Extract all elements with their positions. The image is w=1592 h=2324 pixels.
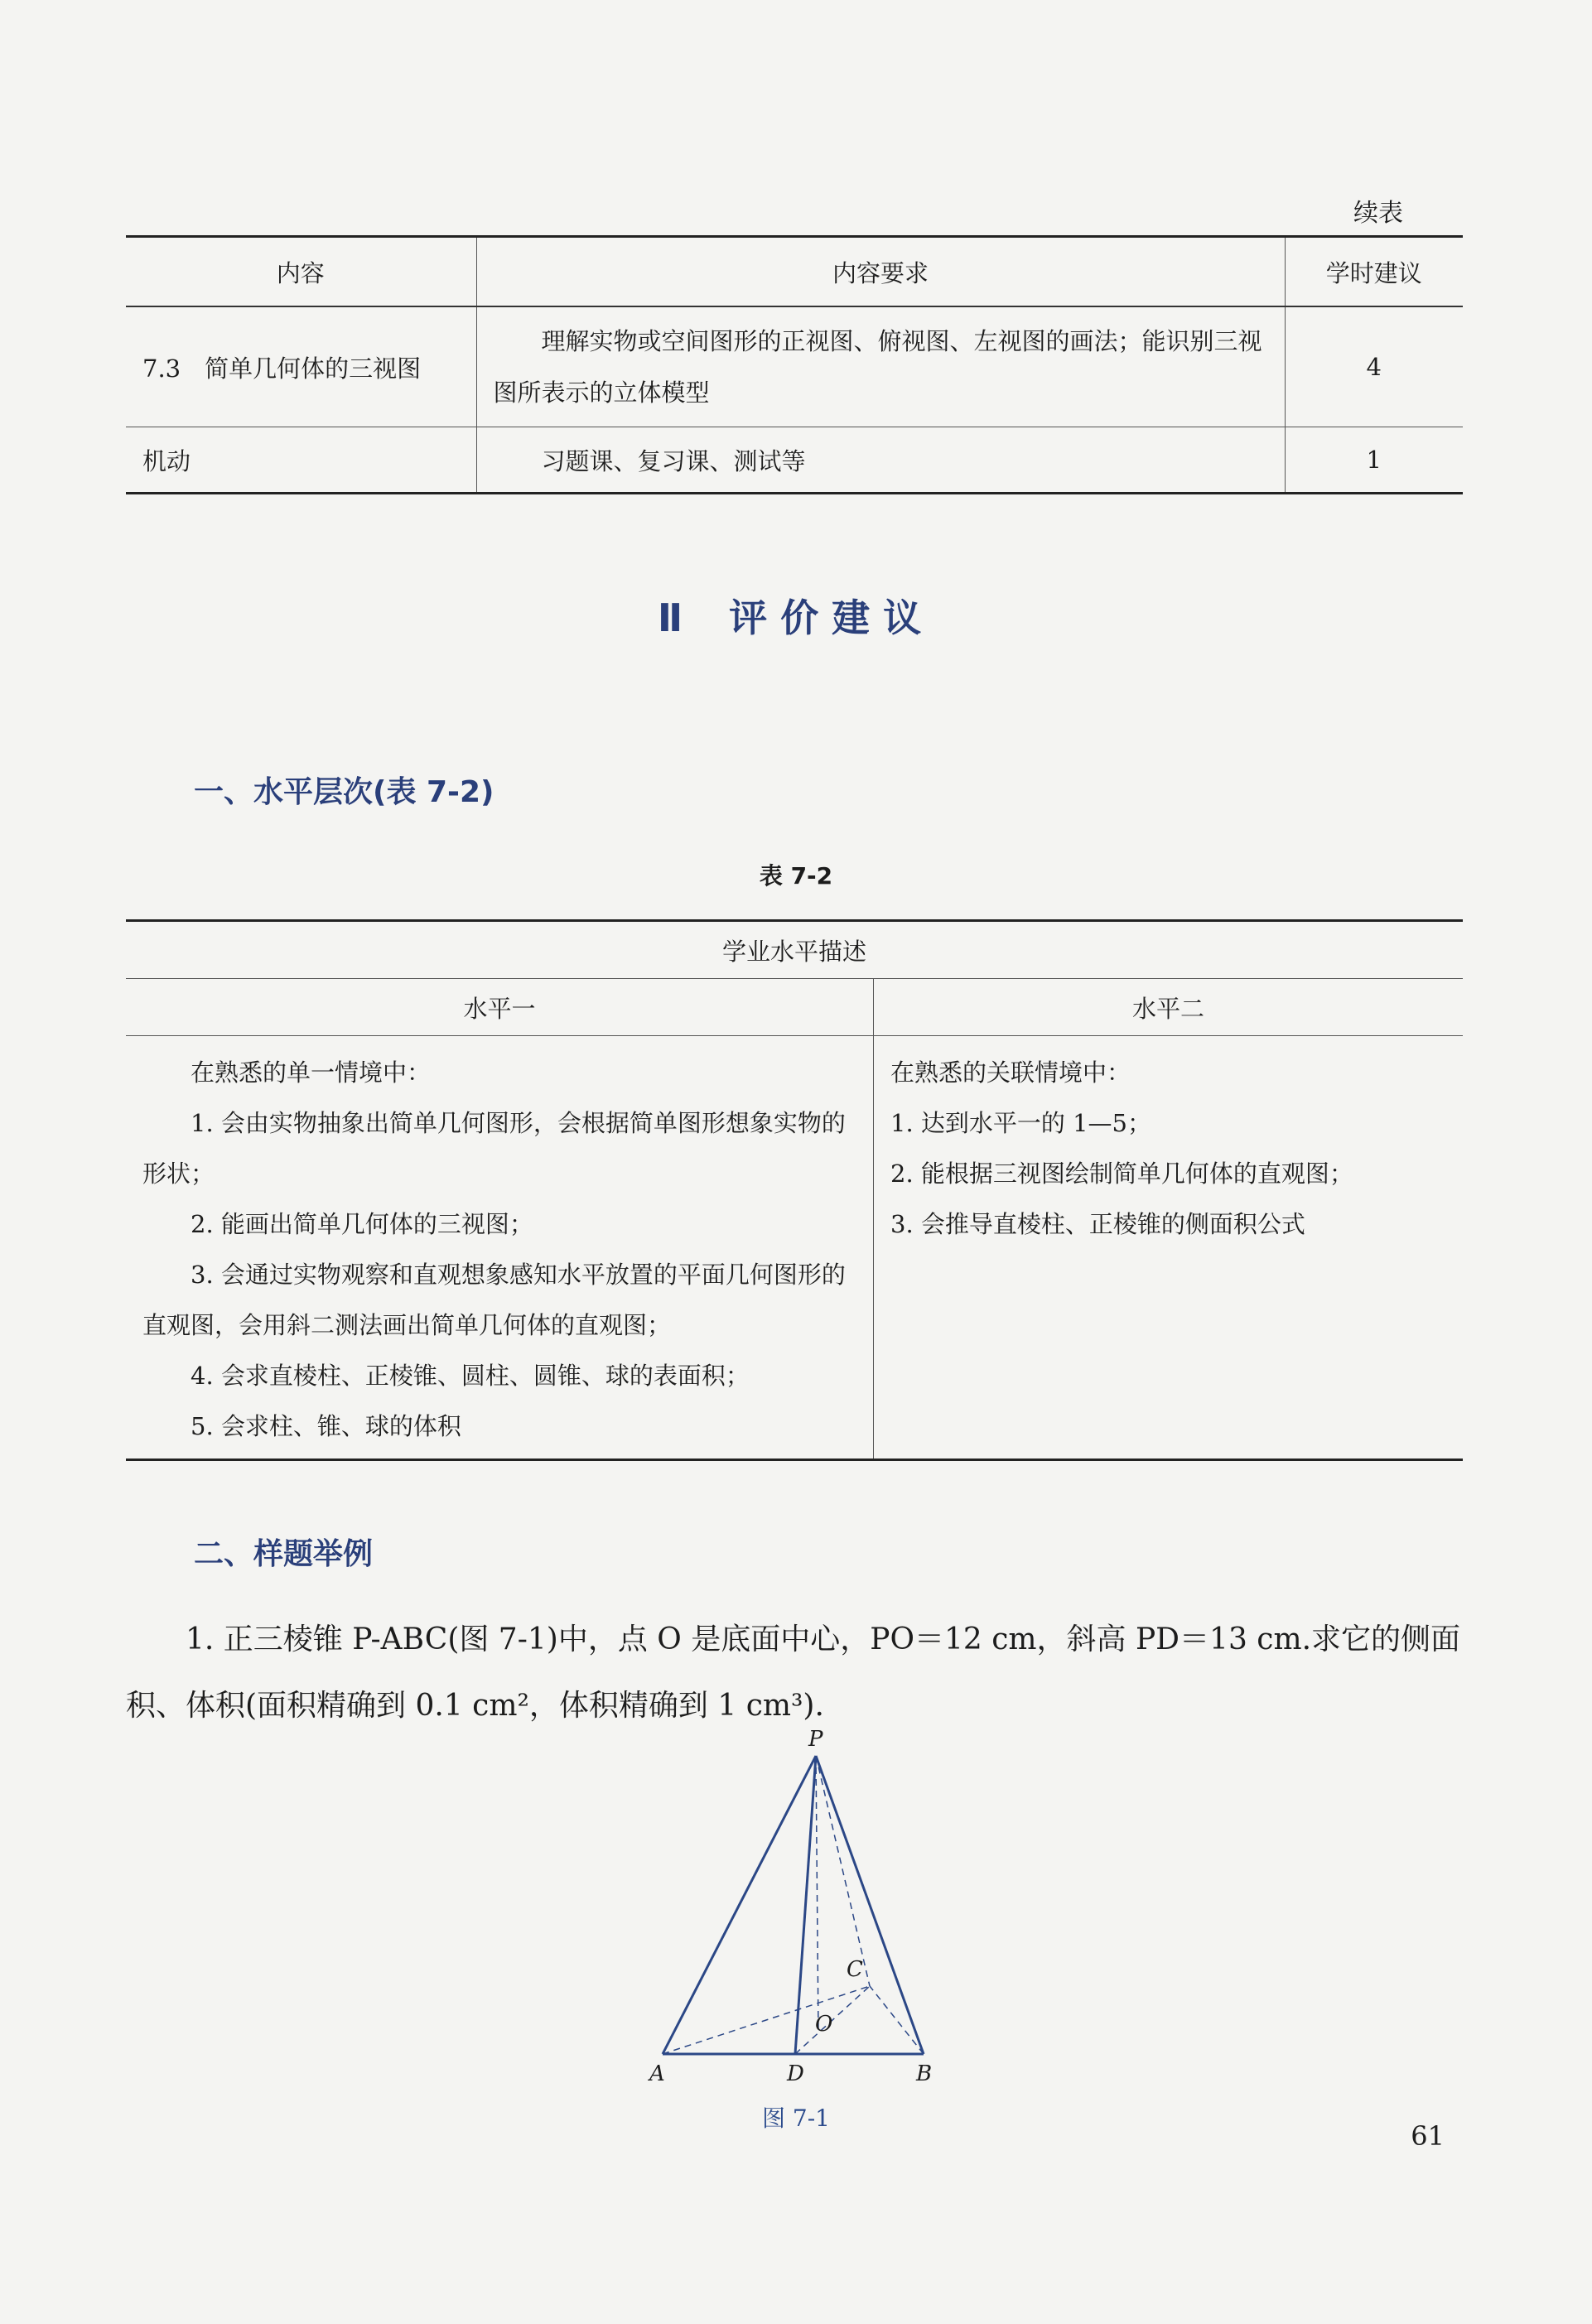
subsection-heading-2: 二、样题举例 [194, 1537, 374, 1571]
level-table-header-row [126, 979, 1463, 1036]
continued-label: 续表 [1353, 199, 1403, 228]
label-p: P [808, 1727, 823, 1752]
header-content: 内容 [126, 237, 476, 307]
edge-bc-hidden [870, 1986, 924, 2054]
row-content: 机动 [126, 427, 476, 494]
row-hours: 1 [1285, 427, 1463, 494]
subsection-heading-1: 一、水平层次(表 7-2) [194, 775, 494, 809]
level-one-item: 4. 会求直棱柱、正棱锥、圆柱、圆锥、球的表面积； [191, 1362, 750, 1390]
table-row [126, 306, 1463, 427]
page-number: 61 [1411, 2120, 1445, 2152]
section-title-text: 评价建议 [729, 595, 935, 640]
level-two-header: 水平二 [874, 979, 1464, 1036]
header-hours: 学时建议 [1285, 237, 1463, 307]
level-table-title-row [126, 921, 1463, 979]
level-table [126, 919, 1463, 1461]
level-two-item: 在熟悉的关联情境中： [890, 1058, 1131, 1087]
level-one-item: 3. 会通过实物观察和直观想象感知水平放置的平面几何图形的直观图，会用斜二测法画出简单几何体的直观图； [142, 1261, 846, 1339]
label-b: B [916, 2061, 933, 2086]
level-two-item: 3. 会推导直棱柱、正棱锥的侧面积公式 [890, 1210, 1305, 1238]
row-requirement: 习题课、复习课、测试等 [476, 427, 1285, 494]
row-requirement: 理解实物或空间图形的正视图、俯视图、左视图的画法；能识别三视图所表示的立体模型 [476, 306, 1285, 427]
level-one-item: 在熟悉的单一情境中： [191, 1058, 432, 1087]
edge-pa [663, 1756, 816, 2054]
problem-text: 1. 正三棱锥 P-ABC(图 7-1)中，点 O 是底面中心，PO＝12 cm，斜高 PD＝13 cm.求它的侧面积、体积(面积精确到 0.1 cm²，体积精确到 1 cm³). [126, 1622, 1461, 1723]
level-one-cell [126, 1036, 874, 1460]
pyramid-lines [663, 1756, 924, 2054]
level-one-item: 5. 会求柱、锥、球的体积 [191, 1412, 461, 1440]
edge-pc-hidden [816, 1756, 870, 1986]
curriculum-table [126, 235, 1463, 494]
level-two-cell [874, 1036, 1464, 1460]
level-table-body-row [126, 1036, 1463, 1460]
header-requirement: 内容要求 [476, 237, 1285, 307]
height-po-hidden [816, 1756, 818, 2032]
pyramid-figure [630, 1723, 961, 2087]
row-content: 7.3 简单几何体的三视图 [126, 306, 476, 427]
level-one-header: 水平一 [126, 979, 874, 1036]
level-one-item: 1. 会由实物抽象出简单几何图形，会根据简单图形想象实物的形状； [142, 1109, 846, 1188]
edge-pb [816, 1756, 924, 2054]
label-a: A [649, 2061, 665, 2086]
section-title [0, 588, 1592, 643]
table-header-row [126, 237, 1463, 307]
section-roman: Ⅱ [657, 595, 697, 640]
level-table-title: 学业水平描述 [126, 921, 1463, 979]
level-two-item: 1. 达到水平一的 1—5； [890, 1109, 1152, 1137]
label-c: C [847, 1957, 863, 1982]
level-two-item: 2. 能根据三视图绘制简单几何体的直观图； [890, 1160, 1353, 1188]
level-one-item: 2. 能画出简单几何体的三视图； [191, 1210, 533, 1238]
label-d: D [787, 2061, 804, 2086]
table-row [126, 427, 1463, 494]
table-caption: 表 7-2 [759, 862, 833, 890]
label-o: O [815, 2012, 833, 2037]
figure-caption: 图 7-1 [762, 2105, 830, 2132]
row-hours: 4 [1285, 306, 1463, 427]
